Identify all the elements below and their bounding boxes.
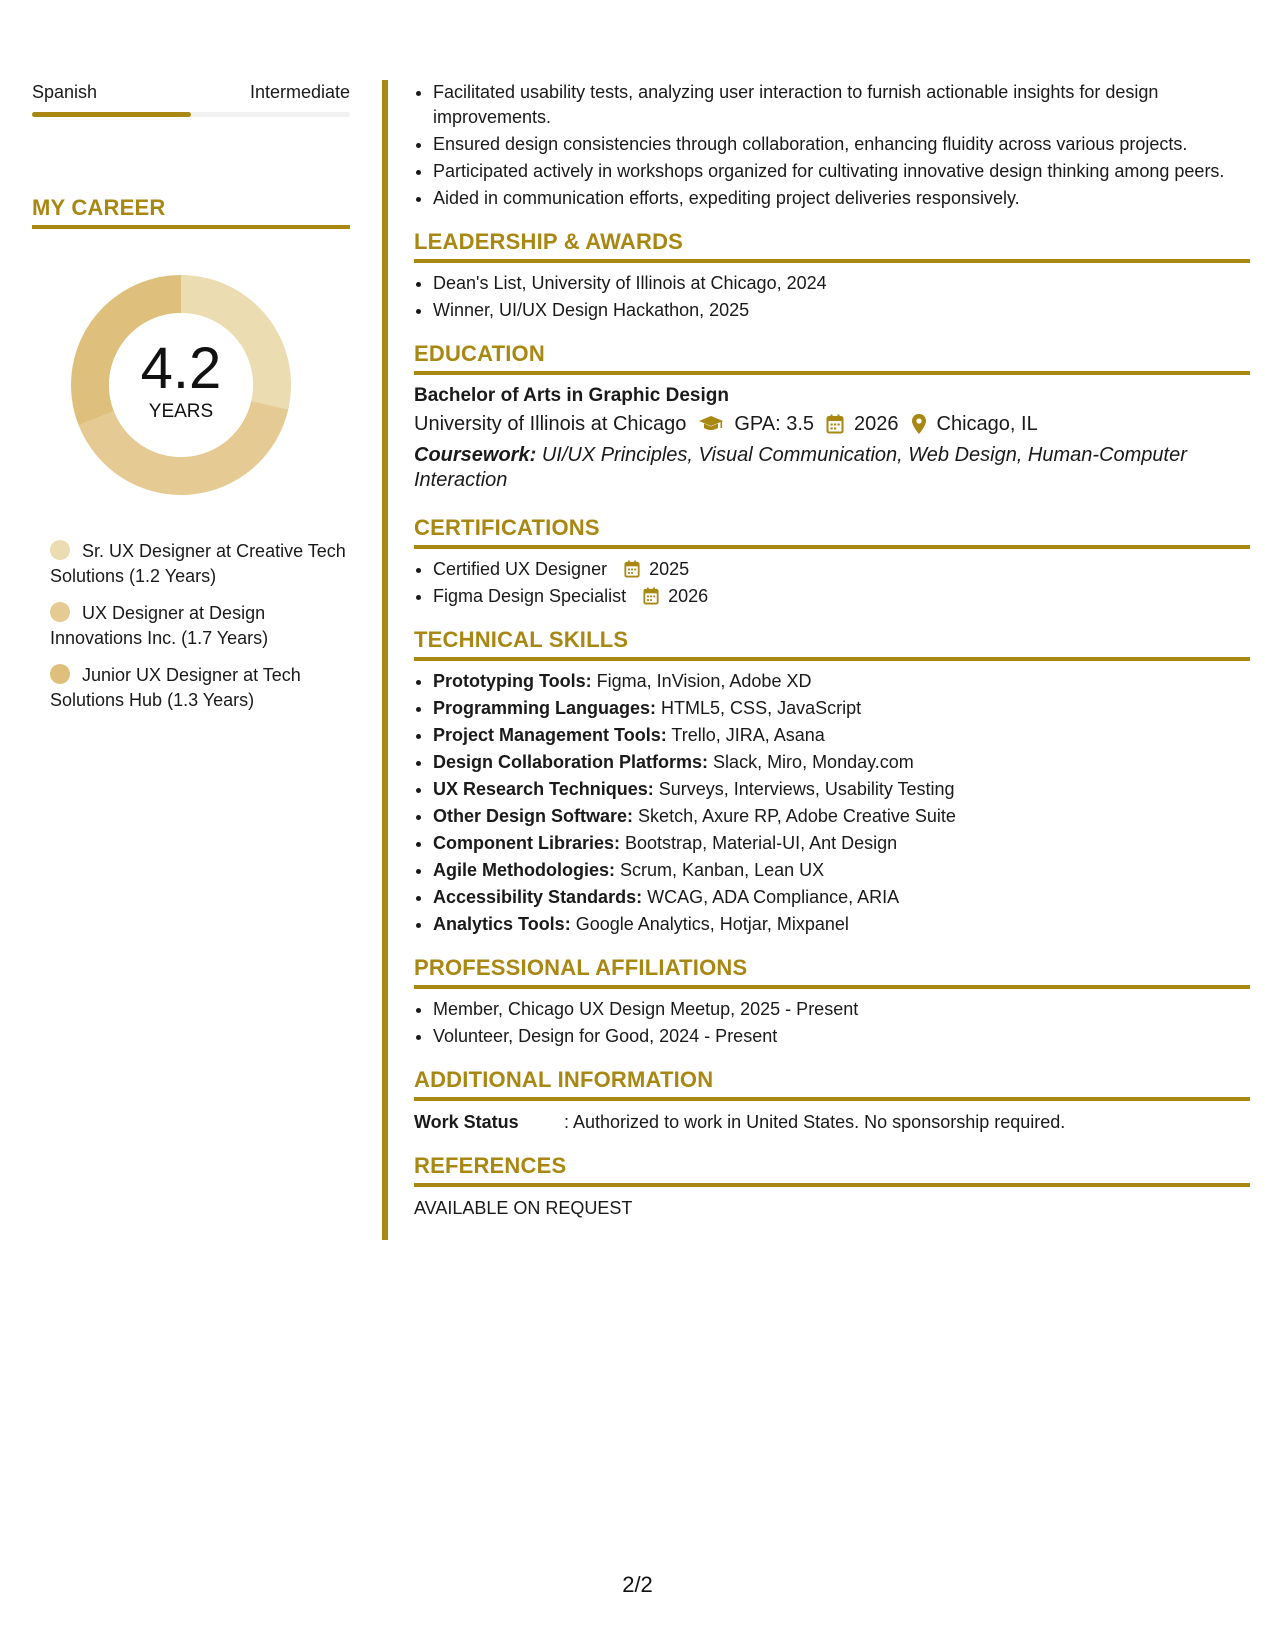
legend-dot [50,602,70,622]
affiliation-item: • Volunteer, Design for Good, 2024 - Present [433,1024,1250,1049]
certification-item [433,584,1250,609]
certifications-list [414,557,1250,609]
language-level: Intermediate [249,82,350,102]
coursework [414,443,1250,493]
skill-label: Component Libraries: [433,833,621,853]
skill-label: Agile Methodologies: [433,860,615,880]
certification-name: Certified UX Designer [433,559,608,579]
skill-label: Other Design Software: [433,806,634,826]
leadership-item: • Dean's List, University of Illinois at Chicago, 2024 [433,271,1250,296]
skill-item [433,696,1250,721]
skill-label: Programming Languages: [433,698,657,718]
language-row [32,80,350,104]
skill-label: Prototyping Tools: [433,671,592,691]
school-name: University of Illinois at Chicago [414,413,687,435]
work-status-label: Work Status [414,1112,519,1132]
education-details [414,409,1250,439]
references-text: AVAILABLE ON REQUEST [414,1198,633,1218]
skill-item [433,831,1250,856]
work-status-row [414,1109,1250,1135]
certification-year: 2026 [668,586,709,606]
coursework-list: UI/UX Principles, Visual Communication, Web Design, Human-Computer Interaction [414,444,1187,491]
map-pin-icon [911,413,927,435]
skill-value: Scrum, Kanban, Lean UX [620,860,825,880]
skill-value: Slack, Miro, Monday.com [713,752,914,772]
skill-item [433,669,1250,694]
leadership-list [414,271,1250,323]
skill-value: Bootstrap, Material-UI, Ant Design [625,833,898,853]
career-legend-item [50,663,350,713]
graduation-year: 2026 [854,413,899,435]
skill-item [433,750,1250,775]
career-legend-label: Sr. UX Designer at Creative Tech Solutions (1.2 Years) [50,541,346,586]
skill-value: Trello, JIRA, Asana [671,725,825,745]
skill-value: WCAG, ADA Compliance, ARIA [647,887,900,907]
coursework-label: Coursework: [414,444,537,466]
education-section-title: EDUCATION [414,341,1250,375]
left-column [32,80,350,725]
skill-value: Sketch, Axure RP, Adobe Creative Suite [638,806,956,826]
affiliation-item: • Member, Chicago UX Design Meetup, 2025 - Present [433,997,1250,1022]
work-status-value: : Authorized to work in United States. No sponsorship required. [564,1112,1066,1132]
page-number: 2/2 [622,1572,653,1597]
skill-value: Figma, InVision, Adobe XD [596,671,812,691]
skill-label: Accessibility Standards: [433,887,643,907]
affiliations-list [414,997,1250,1049]
experience-bullet: • Aided in communication efforts, expediting project deliveries responsively. [433,186,1250,211]
certification-name: Figma Design Specialist [433,586,627,606]
skill-value: Google Analytics, Hotjar, Mixpanel [575,914,849,934]
leadership-section-title: LEADERSHIP & AWARDS [414,229,1250,263]
career-legend-label: Junior UX Designer at Tech Solutions Hub (1.3 Years) [50,665,301,710]
calendar-icon [624,560,640,578]
language-name: Spanish [32,82,98,102]
career-legend-label: UX Designer at Design Innovations Inc. (1.7 Years) [50,603,269,648]
career-legend-item [50,539,350,589]
language-proficiency-bar [32,112,350,117]
certification-item [433,557,1250,582]
degree-title: Bachelor of Arts in Graphic Design [414,385,729,406]
skill-item [433,723,1250,748]
skills-section-title: TECHNICAL SKILLS [414,627,1250,661]
language-proficiency-fill [32,112,191,117]
references-section-title: REFERENCES [414,1153,1250,1187]
experience-bullet: • Facilitated usability tests, analyzing user interaction to furnish actionable insights for design improvements. [433,80,1250,130]
graduation-cap-icon [698,415,724,433]
career-donut-chart [65,269,297,501]
experience-bullet-list [414,80,1250,211]
column-divider [382,80,388,1240]
legend-dot [50,540,70,560]
legend-dot [50,664,70,684]
certification-year: 2025 [649,559,690,579]
calendar-icon [826,414,844,434]
career-legend-item [50,601,350,651]
skills-list [414,669,1250,937]
gpa: GPA: 3.5 [734,413,815,435]
skill-item [433,804,1250,829]
skill-label: Design Collaboration Platforms: [433,752,709,772]
career-total-years: 4.2 [140,336,222,401]
affiliations-section-title: PROFESSIONAL AFFILIATIONS [414,955,1250,989]
skill-value: Surveys, Interviews, Usability Testing [658,779,955,799]
calendar-icon [643,587,659,605]
career-total-unit: YEARS [148,401,214,422]
right-column [414,80,1250,1221]
skill-item [433,858,1250,883]
skill-item [433,885,1250,910]
certifications-section-title: CERTIFICATIONS [414,515,1250,549]
skill-item [433,912,1250,937]
skill-label: UX Research Techniques: [433,779,654,799]
skill-label: Project Management Tools: [433,725,667,745]
skill-item [433,777,1250,802]
skill-label: Analytics Tools: [433,914,571,934]
experience-bullet: • Ensured design consistencies through collaboration, enhancing fluidity across various projects. [433,132,1250,157]
leadership-item: • Winner, UI/UX Design Hackathon, 2025 [433,298,1250,323]
experience-bullet: • Participated actively in workshops organized for cultivating innovative design thinking among peers. [433,159,1250,184]
donut-center [65,269,297,501]
career-section-title: MY CAREER [32,195,350,229]
additional-info-section-title: ADDITIONAL INFORMATION [414,1067,1250,1101]
skill-value: HTML5, CSS, JavaScript [661,698,862,718]
school-location: Chicago, IL [936,413,1038,435]
career-legend [32,539,350,713]
